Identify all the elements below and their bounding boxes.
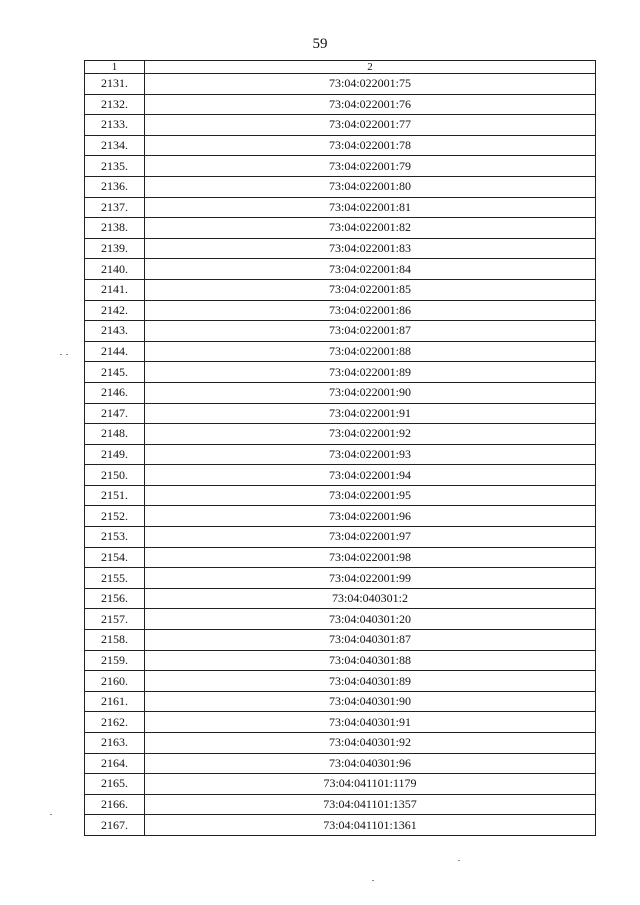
cadastral-number: 73:04:022001:77 [145, 115, 596, 136]
cadastral-table [84, 60, 596, 836]
table-row [85, 94, 596, 115]
cadastral-number: 73:04:022001:90 [145, 382, 596, 403]
table-row [85, 671, 596, 692]
row-number: 2148. [85, 424, 145, 445]
cadastral-number: 73:04:022001:81 [145, 197, 596, 218]
table-row [85, 362, 596, 383]
table-row [85, 753, 596, 774]
row-number: 2143. [85, 321, 145, 342]
row-number: 2155. [85, 568, 145, 589]
row-number: 2147. [85, 403, 145, 424]
table-row [85, 424, 596, 445]
row-number: 2161. [85, 691, 145, 712]
cadastral-number: 73:04:022001:94 [145, 465, 596, 486]
row-number: 2159. [85, 650, 145, 671]
cadastral-number: 73:04:040301:2 [145, 588, 596, 609]
cadastral-number: 73:04:040301:91 [145, 712, 596, 733]
table-row [85, 630, 596, 651]
table-row [85, 774, 596, 795]
table-row [85, 115, 596, 136]
scan-speck [458, 860, 460, 861]
row-number: 2163. [85, 733, 145, 754]
table-row [85, 568, 596, 589]
row-number: 2158. [85, 630, 145, 651]
cadastral-number: 73:04:041101:1361 [145, 815, 596, 836]
table-body [85, 74, 596, 836]
row-number: 2152. [85, 506, 145, 527]
row-number: 2134. [85, 135, 145, 156]
row-number: 2167. [85, 815, 145, 836]
cadastral-number: 73:04:022001:96 [145, 506, 596, 527]
table-row [85, 403, 596, 424]
row-number: 2160. [85, 671, 145, 692]
table-row [85, 650, 596, 671]
row-number: 2149. [85, 444, 145, 465]
cadastral-number: 73:04:022001:87 [145, 321, 596, 342]
table-header-row [85, 61, 596, 74]
row-number: 2165. [85, 774, 145, 795]
cadastral-number: 73:04:022001:84 [145, 259, 596, 280]
cadastral-number: 73:04:041101:1179 [145, 774, 596, 795]
cadastral-number: 73:04:022001:82 [145, 218, 596, 239]
table-row [85, 135, 596, 156]
row-number: 2145. [85, 362, 145, 383]
table-row [85, 74, 596, 95]
row-number: 2138. [85, 218, 145, 239]
row-number: 2133. [85, 115, 145, 136]
row-number: 2146. [85, 382, 145, 403]
cadastral-number: 73:04:040301:92 [145, 733, 596, 754]
scan-speck [372, 880, 374, 881]
row-number: 2141. [85, 279, 145, 300]
table-row [85, 279, 596, 300]
cadastral-number: 73:04:040301:90 [145, 691, 596, 712]
scan-speck [50, 814, 52, 815]
table-row [85, 588, 596, 609]
scan-speck [60, 354, 62, 355]
row-number: 2166. [85, 794, 145, 815]
table-row [85, 527, 596, 548]
table-row [85, 176, 596, 197]
cadastral-number: 73:04:022001:85 [145, 279, 596, 300]
cadastral-number: 73:04:022001:93 [145, 444, 596, 465]
cadastral-number: 73:04:022001:78 [145, 135, 596, 156]
table-row [85, 218, 596, 239]
table-row [85, 712, 596, 733]
cadastral-number: 73:04:022001:86 [145, 300, 596, 321]
row-number: 2140. [85, 259, 145, 280]
table-row [85, 341, 596, 362]
column-header-1: 1 [85, 61, 145, 74]
row-number: 2132. [85, 94, 145, 115]
row-number: 2142. [85, 300, 145, 321]
cadastral-number: 73:04:022001:98 [145, 547, 596, 568]
table-row [85, 321, 596, 342]
row-number: 2135. [85, 156, 145, 177]
table-row [85, 506, 596, 527]
row-number: 2150. [85, 465, 145, 486]
row-number: 2156. [85, 588, 145, 609]
cadastral-number: 73:04:022001:83 [145, 238, 596, 259]
cadastral-number: 73:04:041101:1357 [145, 794, 596, 815]
table-row [85, 815, 596, 836]
cadastral-number: 73:04:022001:80 [145, 176, 596, 197]
table-row [85, 547, 596, 568]
row-number: 2151. [85, 485, 145, 506]
cadastral-number: 73:04:022001:79 [145, 156, 596, 177]
table-row [85, 485, 596, 506]
cadastral-number: 73:04:022001:89 [145, 362, 596, 383]
row-number: 2154. [85, 547, 145, 568]
row-number: 2144. [85, 341, 145, 362]
row-number: 2153. [85, 527, 145, 548]
page-number: 59 [312, 36, 328, 52]
row-number: 2139. [85, 238, 145, 259]
table-row [85, 794, 596, 815]
table-row [85, 197, 596, 218]
row-number: 2162. [85, 712, 145, 733]
scan-speck [66, 354, 68, 355]
table-row [85, 609, 596, 630]
column-header-2: 2 [145, 61, 596, 74]
table-row [85, 465, 596, 486]
cadastral-number: 73:04:022001:97 [145, 527, 596, 548]
cadastral-number: 73:04:022001:99 [145, 568, 596, 589]
table-row [85, 238, 596, 259]
row-number: 2136. [85, 176, 145, 197]
table-row [85, 691, 596, 712]
cadastral-number: 73:04:022001:91 [145, 403, 596, 424]
cadastral-number: 73:04:022001:75 [145, 74, 596, 95]
table-row [85, 444, 596, 465]
table-row [85, 382, 596, 403]
table-row [85, 733, 596, 754]
cadastral-number: 73:04:040301:20 [145, 609, 596, 630]
cadastral-number: 73:04:040301:96 [145, 753, 596, 774]
cadastral-number: 73:04:022001:76 [145, 94, 596, 115]
cadastral-number: 73:04:022001:88 [145, 341, 596, 362]
row-number: 2157. [85, 609, 145, 630]
table-row [85, 156, 596, 177]
cadastral-number: 73:04:022001:95 [145, 485, 596, 506]
cadastral-number: 73:04:040301:89 [145, 671, 596, 692]
row-number: 2131. [85, 74, 145, 95]
row-number: 2164. [85, 753, 145, 774]
table-row [85, 300, 596, 321]
table-row [85, 259, 596, 280]
cadastral-number: 73:04:040301:87 [145, 630, 596, 651]
cadastral-number: 73:04:022001:92 [145, 424, 596, 445]
row-number: 2137. [85, 197, 145, 218]
cadastral-number: 73:04:040301:88 [145, 650, 596, 671]
